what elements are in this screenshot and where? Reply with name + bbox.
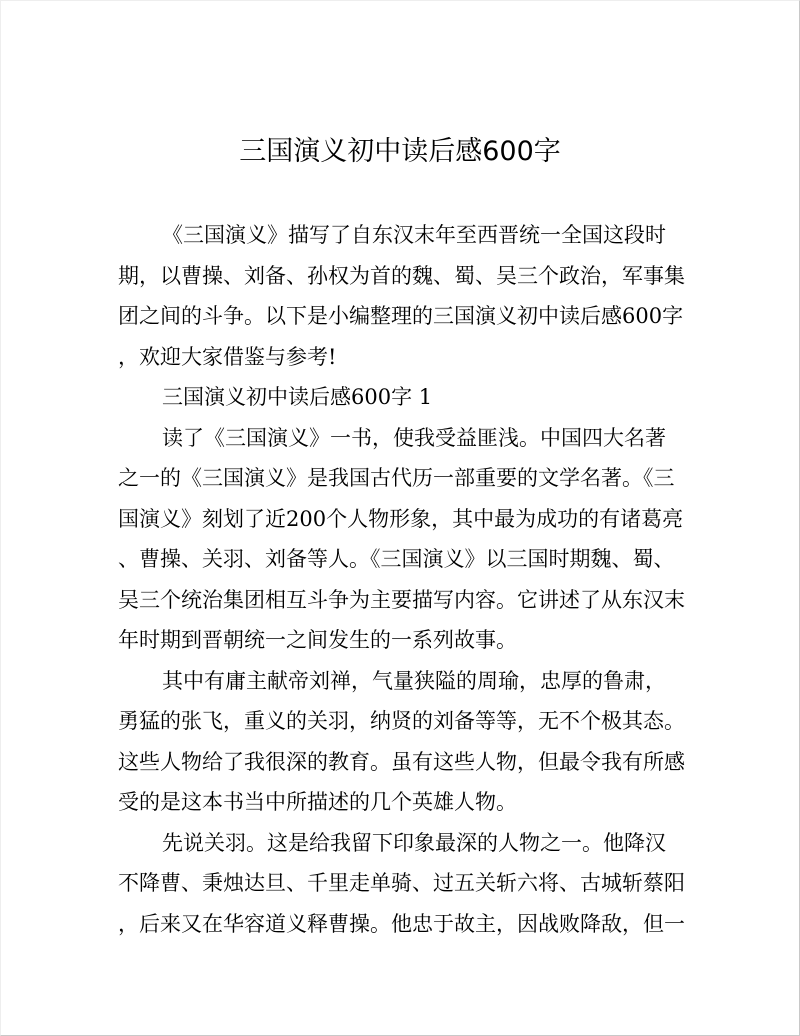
paragraph-line: ，后来又在华容道义释曹操。他忠于故主，因战败降敌，但一 (118, 911, 685, 936)
paragraph-line: ，欢迎大家借鉴与参考! (118, 344, 337, 369)
paragraph-line: 团之间的斗争。以下是小编整理的三国演义初中读后感600字 (118, 304, 684, 328)
paragraph-line: 读了《三国演义》一书，使我受益匪浅。中国四大名著 (162, 425, 666, 450)
paragraph-line: 这些人物给了我很深的教育。虽有这些人物，但最令我有所感 (118, 749, 685, 774)
paragraph-line: 先说关羽。这是给我留下印象最深的人物之一。他降汉 (162, 830, 666, 855)
paragraph-line: 、曹操、关羽、刘备等人。《三国演义》以三国时期魏、蜀、 (118, 547, 675, 571)
paragraph-line: 受的是这本书当中所描述的几个英雄人物。 (118, 790, 517, 814)
paragraph-line: 之一的《三国演义》是我国古代历一部重要的文学名著。《三 (118, 466, 675, 490)
paragraph-line: 勇猛的张飞，重义的关羽，纳贤的刘备等等，无不个极其态。 (118, 709, 685, 733)
paragraph-line: 《三国演义》描写了自东汉末年至西晋统一全国这段时 (162, 223, 666, 247)
page-title: 三国演义初中读后感600字 (239, 136, 561, 167)
paragraph-line: 期，以曹操、刘备、孙权为首的魏、蜀、吴三个政治，军事集 (118, 263, 685, 288)
paragraph-line: 年时期到晋朝统一之间发生的一系列故事。 (118, 628, 517, 652)
document-body (118, 215, 688, 944)
paragraph-line: 其中有庸主献帝刘禅，气量狭隘的周瑜，忠厚的鲁肃， (162, 668, 666, 693)
paragraph-line: 吴三个统治集团相互斗争为主要描写内容。它讲述了从东汉末 (118, 587, 685, 612)
section-heading: 三国演义初中读后感600字 1 (162, 385, 433, 409)
paragraph-line: 国演义》刻划了近200个人物形象，其中最为成功的有诸葛亮 (118, 506, 684, 531)
paragraph-line: 不降曹、秉烛达旦、千里走单骑、过五关斩六将、古城斩蔡阳 (118, 871, 685, 895)
